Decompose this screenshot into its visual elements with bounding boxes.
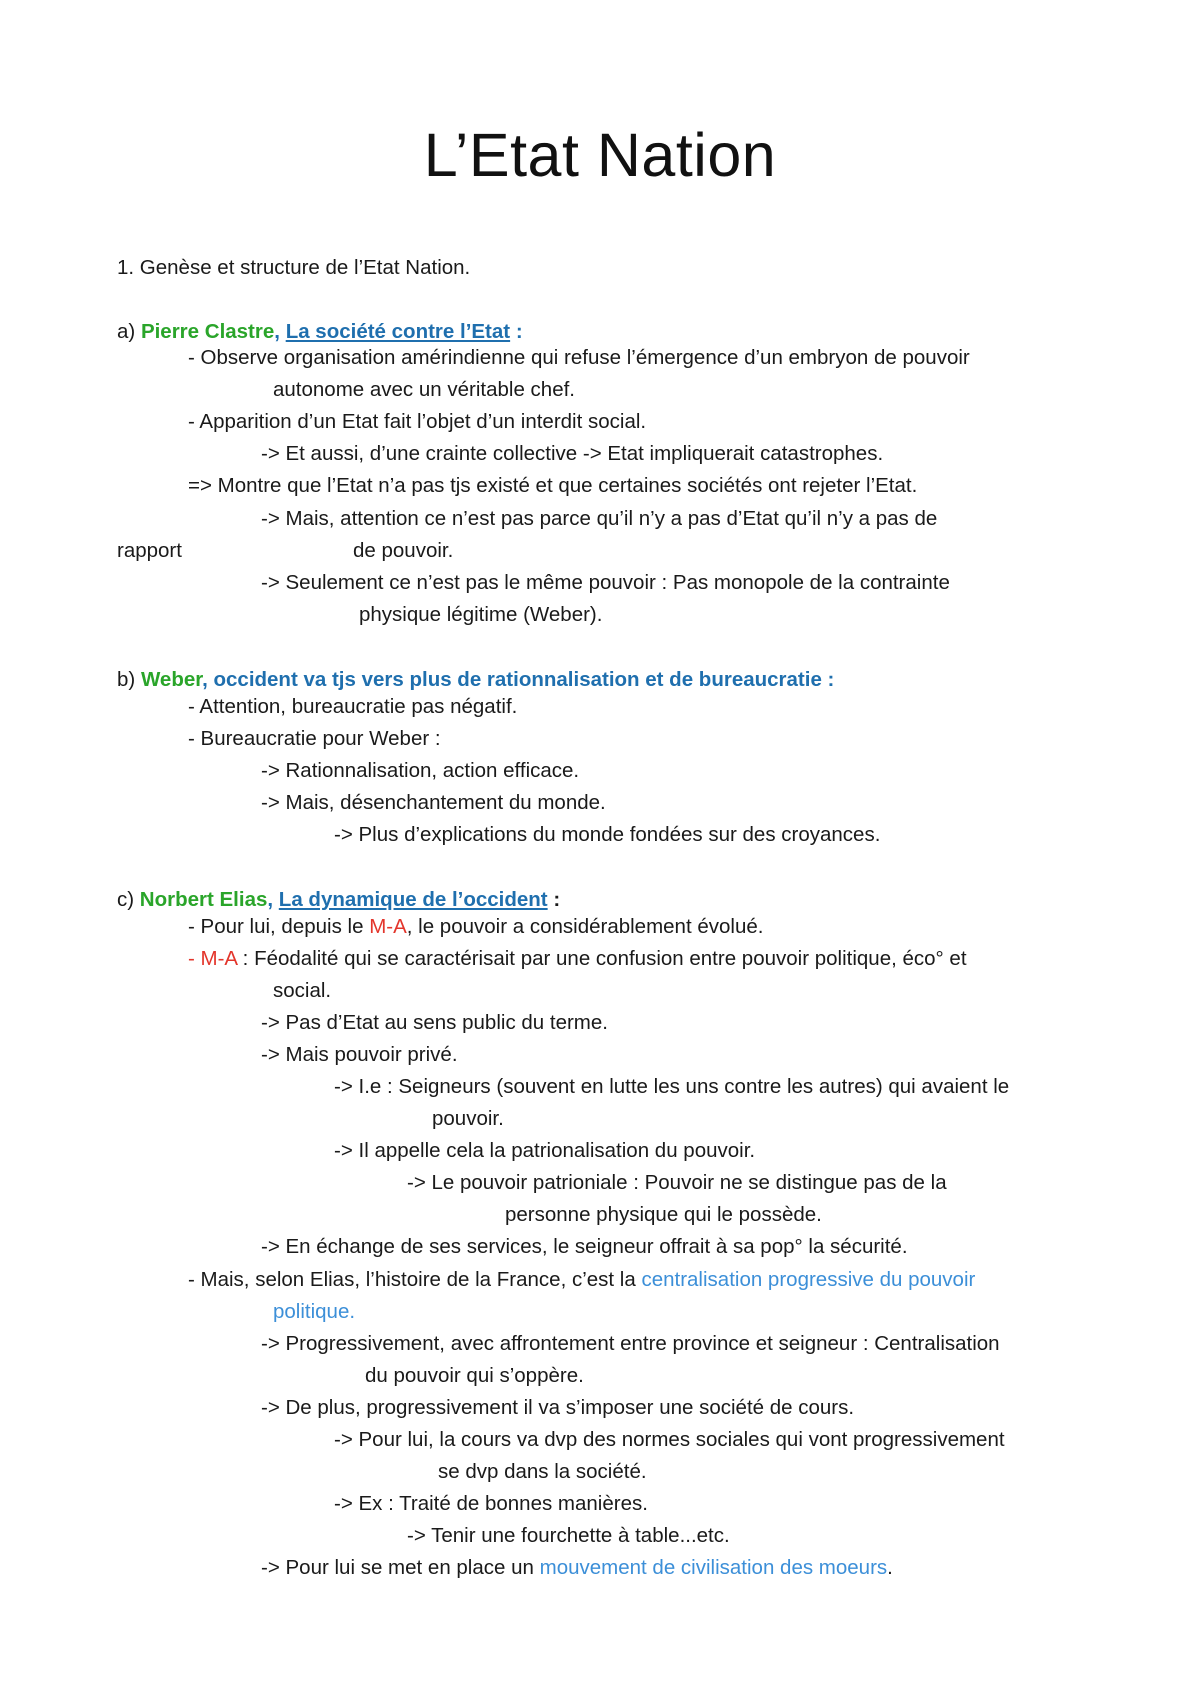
page-title: L’Etat Nation <box>423 121 777 189</box>
section-c-line: -> Ex : Traité de bonnes manières. <box>334 1492 648 1515</box>
civilisation-highlight: mouvement de civilisation des moeurs <box>539 1556 888 1579</box>
section-c-line: -> Progressivement, avec affrontement entre province et seigneur : Centralisation <box>261 1332 1000 1355</box>
section-a-line: -> Seulement ce n’est pas le même pouvoir : Pas monopole de la contrainte <box>261 571 950 594</box>
section-b-title: occident va tjs vers plus de rationnalisation et de bureaucratie : <box>207 668 835 691</box>
section-c-line: -> De plus, progressivement il va s’imposer une société de cours. <box>261 1396 855 1419</box>
section-c-line: se dvp dans la société. <box>438 1460 647 1483</box>
section-a-line: - Apparition d’un Etat fait l’objet d’un interdit social. <box>188 410 647 433</box>
section-c-line <box>261 1554 893 1582</box>
text-segment: , le pouvoir a considérablement évolué. <box>406 915 764 938</box>
section-c-line: -> Le pouvoir patrioniale : Pouvoir ne se distingue pas de la <box>407 1171 947 1194</box>
section-c-line <box>188 1266 975 1294</box>
section-c-line: du pouvoir qui s’oppère. <box>365 1364 584 1387</box>
section-a-author: Pierre Clastre <box>140 320 275 343</box>
section-b-label: b) <box>117 668 136 691</box>
text-segment: - Mais, selon Elias, l’histoire de la France, c’est la <box>188 1268 642 1291</box>
section-heading: 1. Genèse et structure de l’Etat Nation. <box>117 256 471 279</box>
section-c-heading <box>117 886 560 914</box>
section-c-colon: : <box>547 888 561 911</box>
section-c-line: -> Mais pouvoir privé. <box>261 1043 458 1066</box>
ma-dash: - <box>188 947 201 970</box>
section-a-heading <box>117 318 523 346</box>
section-c-line: personne physique qui le possède. <box>505 1203 822 1226</box>
section-a-line: rapport <box>117 539 182 562</box>
section-a-line: -> Et aussi, d’une crainte collective -> Etat impliquerait catastrophes. <box>261 442 884 465</box>
ma-highlight: M-A <box>200 947 237 970</box>
section-c-line: -> I.e : Seigneurs (souvent en lutte les uns contre les autres) qui avaient le <box>334 1075 1010 1098</box>
section-b-line: - Bureaucratie pour Weber : <box>188 727 441 750</box>
section-a-line: -> Mais, attention ce n’est pas parce qu’il n’y a pas d’Etat qu’il n’y a pas de <box>261 507 938 530</box>
section-a-line: - Observe organisation amérindienne qui refuse l’émergence d’un embryon de pouvoir <box>188 346 970 369</box>
section-b-heading <box>117 666 834 694</box>
section-c-line <box>188 945 967 973</box>
section-a-label: a) <box>117 320 136 343</box>
text-segment: -> Pour lui se met en place un <box>261 1556 540 1579</box>
section-b-author: Weber <box>140 668 203 691</box>
section-a-work: La société contre l’Etat <box>285 320 511 343</box>
section-a-line: de pouvoir. <box>353 539 454 562</box>
section-c-label: c) <box>117 888 135 911</box>
section-b-comma: , <box>202 668 208 691</box>
ma-highlight: M-A <box>369 915 407 938</box>
text-segment: - Pour lui, depuis le <box>188 915 370 938</box>
section-c-line: pouvoir. <box>432 1107 504 1130</box>
section-c-line: social. <box>273 979 332 1002</box>
section-c-line: -> Tenir une fourchette à table...etc. <box>407 1524 730 1547</box>
text-segment: : Féodalité qui se caractérisait par une confusion entre pouvoir politique, éco° et <box>236 947 967 970</box>
section-a-line: => Montre que l’Etat n’a pas tjs existé et que certaines sociétés ont rejeter l’Etat. <box>188 474 918 497</box>
section-c-line: -> En échange de ses services, le seigneur offrait à sa pop° la sécurité. <box>261 1235 908 1258</box>
section-a-line: autonome avec un véritable chef. <box>273 378 575 401</box>
section-c-author: Norbert Elias <box>139 888 268 911</box>
section-c-line: -> Il appelle cela la patrionalisation du pouvoir. <box>334 1139 756 1162</box>
section-c-line <box>188 913 763 941</box>
section-c-comma: , <box>267 888 274 911</box>
section-b-line: -> Mais, désenchantement du monde. <box>261 791 606 814</box>
section-c-work: La dynamique de l’occident <box>278 888 548 911</box>
centralisation-highlight: centralisation progressive du pouvoir <box>641 1268 976 1291</box>
section-c-line: -> Pour lui, la cours va dvp des normes sociales qui vont progressivement <box>334 1428 1005 1451</box>
section-b-line: -> Rationnalisation, action efficace. <box>261 759 580 782</box>
section-b-line: - Attention, bureaucratie pas négatif. <box>188 695 518 718</box>
section-a-line: physique légitime (Weber). <box>359 603 603 626</box>
section-c-line: -> Pas d’Etat au sens public du terme. <box>261 1011 608 1034</box>
section-b-line: -> Plus d’explications du monde fondées sur des croyances. <box>334 823 881 846</box>
text-segment: . <box>887 1556 893 1579</box>
section-a-comma: , <box>274 320 280 343</box>
section-c-line: politique. <box>273 1300 356 1323</box>
section-a-colon: : <box>510 320 523 343</box>
